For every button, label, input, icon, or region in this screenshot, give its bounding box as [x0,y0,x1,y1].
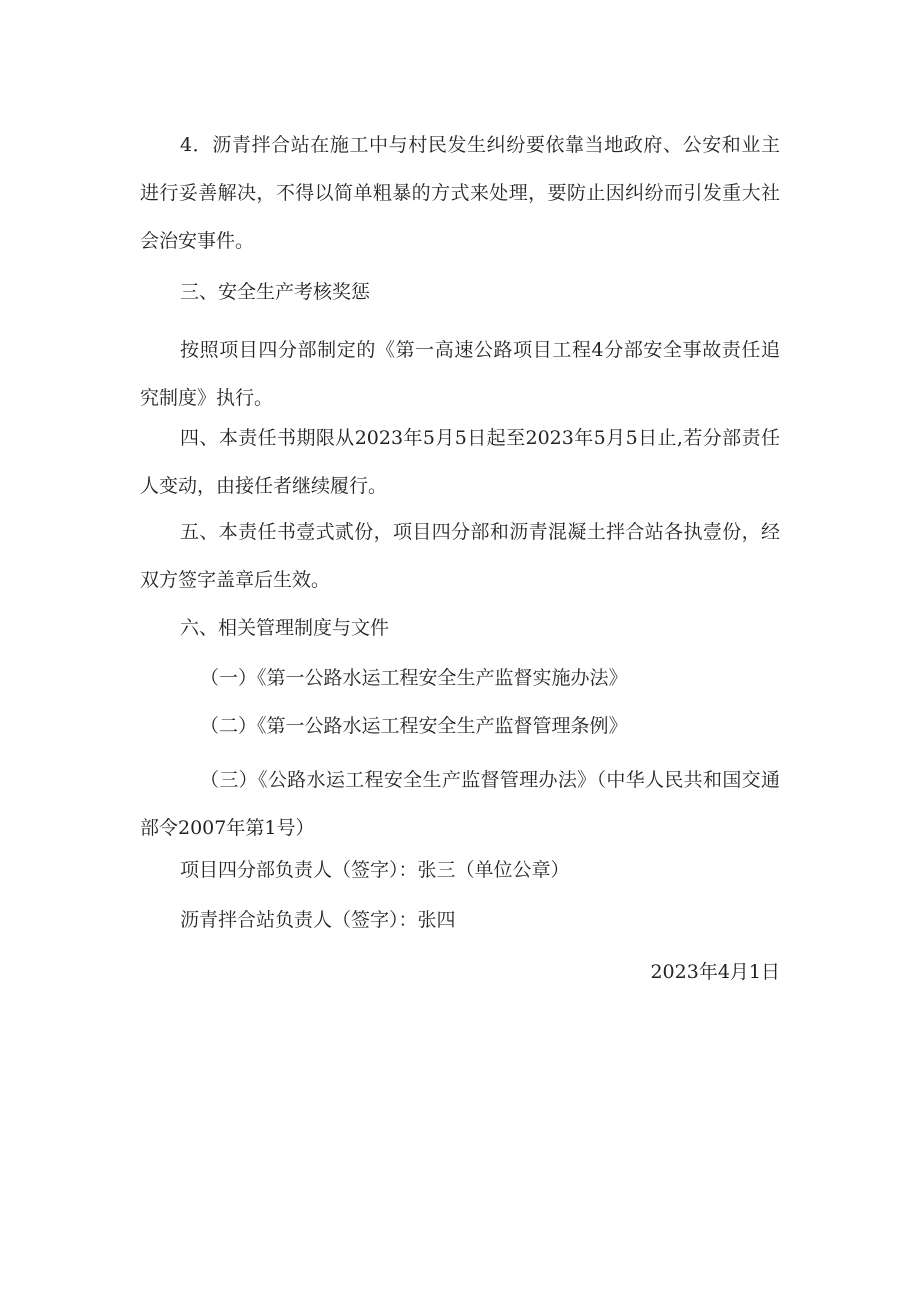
paragraph-item-4: 4．沥青拌合站在施工中与村民发生纠纷要依靠当地政府、公安和业主进行妥善解决，不得以简单粗暴的方式来处理，要防止因纠纷而引发重大社会治安事件。 [140,134,780,252]
section-4-paragraph: 四、本责任书期限从2023年5月5日起至2023年5月5日止,若分部责任人变动，由接任者继续履行。 [140,427,780,497]
section-5-paragraph: 五、本责任书壹式贰份，项目四分部和沥青混凝土拌合站各执壹份，经双方签字盖章后生效。 [140,521,780,591]
section-3-title: 三、安全生产考核奖惩 [180,281,371,303]
document-date: 2023年4月1日 [650,961,780,983]
reference-doc-3: （三）《公路水运工程安全生产监督管理办法》（中华人民共和国交通部令2007年第1号） [140,769,780,839]
section-3-body: 按照项目四分部制定的《第一高速公路项目工程4分部安全事故责任追究制度》执行。 [140,339,780,409]
signature-party-a: 项目四分部负责人（签字）：张三（单位公章） [180,859,570,881]
section-6-title: 六、相关管理制度与文件 [180,617,390,639]
reference-doc-1: （一）《第一公路水运工程安全生产监督实施办法》 [200,667,628,689]
signature-party-b: 沥青拌合站负责人（签字）：张四 [180,909,456,931]
reference-doc-2: （二）《第一公路水运工程安全生产监督管理条例》 [200,715,628,737]
